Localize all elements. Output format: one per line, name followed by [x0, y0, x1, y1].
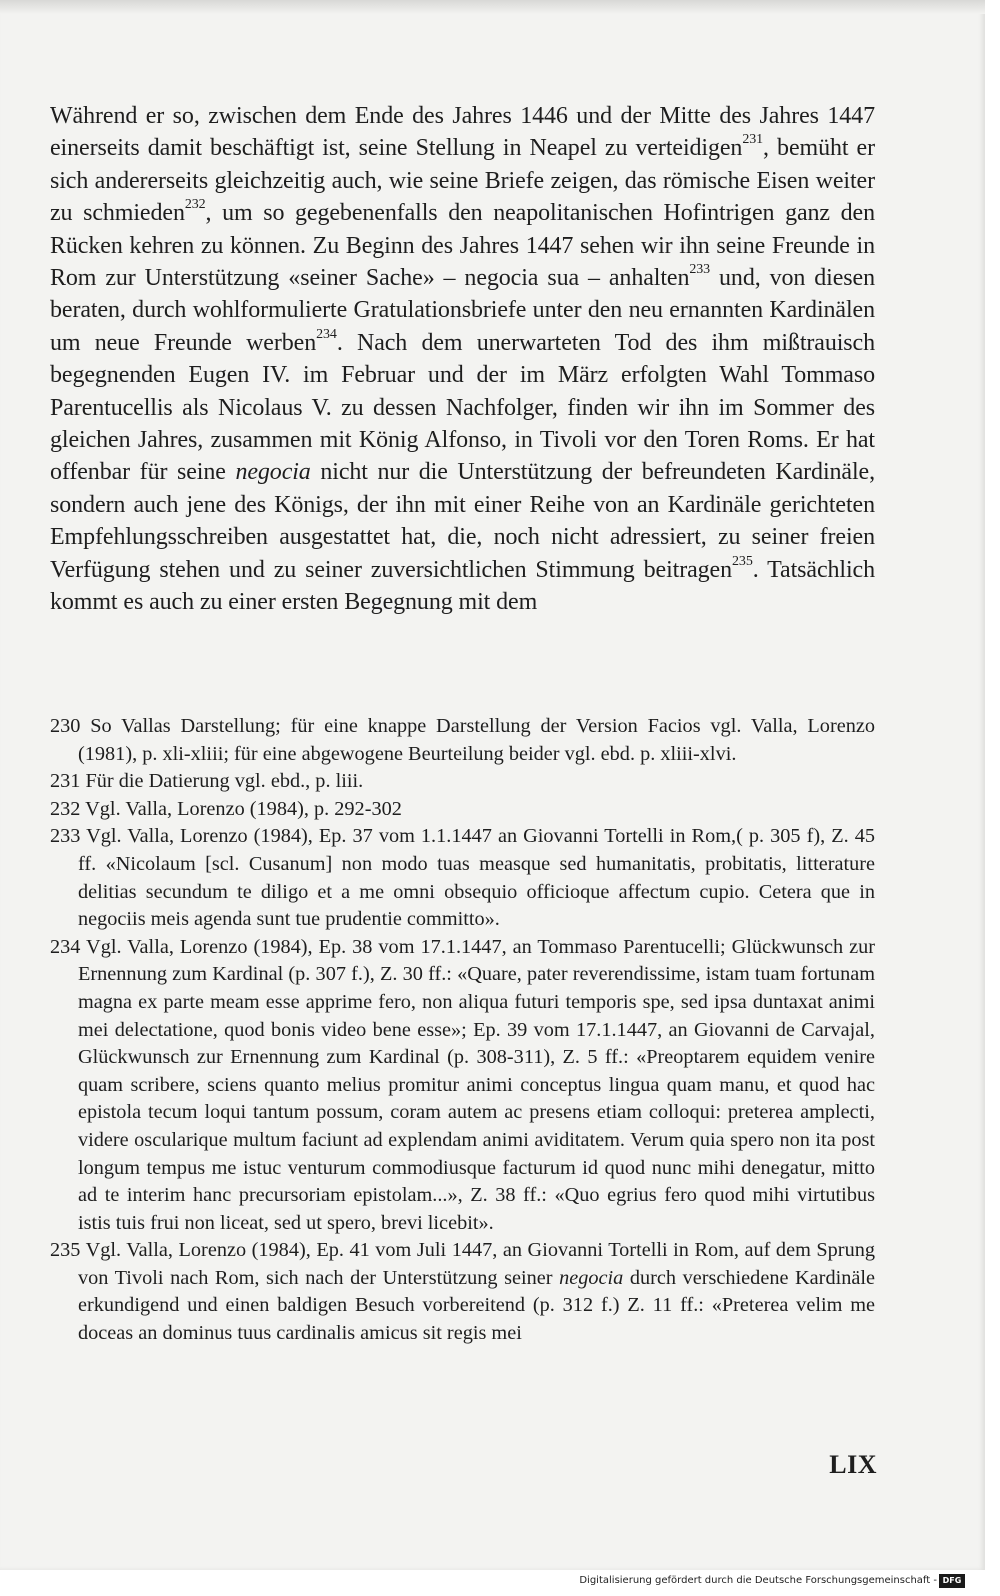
footnote-232: [50, 796, 875, 824]
footnote-number: 233: [50, 825, 81, 848]
footnote-ref-235[interactable]: 235: [732, 553, 753, 569]
footnote-number: 234: [50, 935, 81, 958]
body-text-segment: Während er so, zwischen dem Ende des Jahres 1446 und der Mitte des Jahres 1447 einerseits damit beschäftigt ist, seine Stellung in Neapel zu verteidigen: [50, 103, 875, 162]
footnote-number: 232: [50, 797, 81, 820]
footnote-ref-232[interactable]: 232: [184, 197, 206, 213]
footnote-text: durch verschiedene Kardinäle erkundigend und einen baldigen Besuch vorbereitend (p. 312 f.) Z. 11 ff.: «Preterea velim me doceas an dominus tuus cardinalis amicus sit regis mei: [78, 1266, 875, 1345]
footnote-number: 230: [50, 715, 81, 737]
body-text-segment: , bemüht er sich andererseits gleichzeitig auch, wie seine Briefe zeigen, das römische Eisen weiter zu schmieden: [50, 135, 875, 227]
main-body-paragraph: [50, 100, 875, 619]
body-text-segment: , um so gegebenenfalls den neapolitanischen Hofintrigen ganz den Rücken kehren zu können. Zu Beginn des Jahres 1447 sehen wir ihn seine Freunde in Rom zur Unterstützung «seiner Sache» – negocia sua – anhalten: [50, 200, 875, 292]
digitization-footer: [0, 1570, 985, 1596]
footnotes-section: [50, 713, 875, 1348]
footnote-number: 231: [50, 770, 81, 793]
body-text-segment: und, von diesen beraten, durch wohlformulierte Gratulationsbriefe unter den neu ernannten Kardinälen um neue Freunde werben: [50, 265, 875, 356]
scan-top-shadow: [0, 0, 985, 14]
footnote-235: [50, 1237, 875, 1347]
footnote-ref-234[interactable]: 234: [316, 326, 337, 342]
footnote-text: Für die Datierung vgl. ebd., p. liii.: [85, 770, 364, 793]
footnote-233: [50, 823, 875, 933]
footnote-text: So Vallas Darstellung; für eine knappe Darstellung der Version Facios vgl. Valla, Lorenzo (1981), p. xli-xliii; für eine abgewogene Beurteilung beider vgl. ebd. p. xliii-xlvi.: [78, 715, 875, 765]
footnote-text: Vgl. Valla, Lorenzo (1984), Ep. 38 vom 17.1.1447, an Tommaso Parentucelli; Glückwunsch zur Ernennung zum Kardinal (p. 307 f.), Z. 30 ff.: «Quare, pater reverendissime, istam tuam fortunam magna ex parte meam esse apprime fero, non aliqua futuri temporis spe, sed ipsa duntaxat animi mei delectatione, quod bonis video bene esse»; Ep. 39 vom 17.1.1447, an Giovanni de Carvajal, Glückwunsch zur Ernennung zum Kardinal (p. 308-311), Z. 5 ff.: «Preoptarem equidem venire quam scribere, sciens quanto melius promitur animi conceptus lingua quam manu, et quod hac epistola tecum loqui tantum possum, coram autem ac presens etiam colloqui: preterea amplecti, videre oscularique multum faciunt ad explendam animi aviditatem. Verum quia spero non ita post longum tempus me istuc venturum commodiusque facturum id quod nunc mihi denegatur, mitto ad te interim hanc precursoriam epistolam...», Z. 38 ff.: «Quo egrius fero quod mihi virtutibus istis tuis frui non liceat, sed ut spero, brevi licebit».: [78, 935, 875, 1234]
scan-right-margin: [985, 0, 1000, 1596]
italic-term: negocia: [235, 459, 311, 486]
footnote-ref-233[interactable]: 233: [689, 262, 711, 278]
footnote-231: [50, 768, 875, 796]
page-number: LIX: [829, 1450, 877, 1479]
body-text-segment: . Nach dem unerwarteten Tod des ihm mißtrauisch begegnenden Eugen IV. im Februar und der im März erfolgten Wahl Tommaso Parentucellis als Nicolaus V. zu dessen Nachfolger, finden wir ihn im Sommer des gleichen Jahres, zusammen mit König Alfonso, in Tivoli vor den Toren Roms. Er hat offenbar für seine: [50, 329, 875, 486]
footnote-text: Vgl. Valla, Lorenzo (1984), Ep. 41 vom Juli 1447, an Giovanni Tortelli in Rom, auf dem Sprung von Tivoli nach Rom, sich nach der Unterstützung seiner: [78, 1239, 875, 1289]
footnote-234: [50, 934, 875, 1238]
body-text-segment: . Tatsächlich kommt es auch zu einer ersten Begegnung mit dem: [50, 556, 875, 616]
footnote-230: [50, 713, 875, 768]
body-text-segment: nicht nur die Unterstützung der befreundeten Kardinäle, sondern auch jene des Königs, der ihn mit einer Reihe von an Kardinäle gerichteten Empfehlungsschreiben ausgestattet hat, die, noch nicht adressiert, zu seiner freien Verfügung stehen und zu seiner zuversichtlichen Stimmung beitragen: [50, 459, 876, 583]
digitization-credit: Digitalisierung gefördert durch die Deutsche Forschungsgemeinschaft -: [579, 1575, 937, 1586]
footnote-text: Vgl. Valla, Lorenzo (1984), p. 292-302: [85, 797, 402, 820]
footnote-number: 235: [50, 1239, 81, 1262]
footnote-text: Vgl. Valla, Lorenzo (1984), Ep. 37 vom 1.1.1447 an Giovanni Tortelli in Rom,( p. 305 f), Z. 45 ff. «Nicolaum [scl. Cusanum] non modo tuas measque sed humanitatis, probitatis, litterature delitias secundum te diligo et a me omni obsequio officioque affectum cupio. Cetera que in negociis meis agenda sunt tue prudentie committo».: [78, 825, 875, 931]
italic-term: negocia: [559, 1266, 624, 1289]
footnote-ref-231[interactable]: 231: [742, 132, 764, 148]
dfg-logo-icon: DFG: [939, 1574, 965, 1588]
